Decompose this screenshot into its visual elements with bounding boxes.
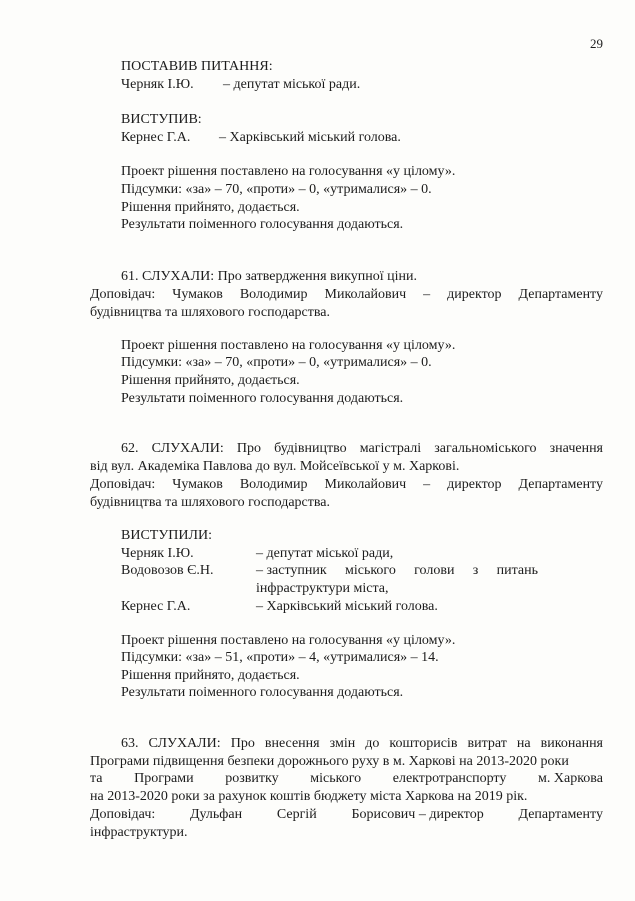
vote-line: Рішення прийнято, додається. bbox=[121, 200, 300, 215]
vote-line: Проект рішення поставлено на голосування «у цілому». bbox=[121, 633, 456, 648]
speaker-name: Водовозов Є.Н. bbox=[121, 563, 214, 578]
item-62-reporter: Доповідач: Чумаков Володимир Миколайович – директор Департаменту bbox=[90, 477, 603, 492]
vote-line: Підсумки: «за» – 70, «проти» – 0, «утрималися» – 0. bbox=[121, 355, 432, 370]
item-63-line-3: та Програми розвитку міського електротранспорту м. Харкова bbox=[90, 771, 603, 786]
item-63-line-4: на 2013-2020 роки за рахунок коштів бюджету міста Харкова на 2019 рік. bbox=[90, 789, 528, 804]
item-62-heard: 62. СЛУХАЛИ: Про будівництво магістралі загальноміського значення bbox=[121, 441, 603, 456]
item-63-heard: 63. СЛУХАЛИ: Про внесення змін до кошторисів витрат на виконання bbox=[121, 736, 603, 751]
item-63-reporter-cont: інфраструктури. bbox=[90, 825, 188, 840]
vote-line: Результати поіменного голосування додаються. bbox=[121, 685, 404, 700]
vote-line: Рішення прийнято, додається. bbox=[121, 668, 300, 683]
item-63-reporter: Доповідач: Дульфан Сергій Борисович – директор Департаменту bbox=[90, 807, 603, 822]
item-61-reporter-cont: будівництва та шляхового господарства. bbox=[90, 305, 331, 320]
spoke-role: – Харківський міський голова. bbox=[219, 130, 401, 145]
vote-line: Підсумки: «за» – 51, «проти» – 4, «утрималися» – 14. bbox=[121, 650, 439, 665]
vote-line: Підсумки: «за» – 70, «проти» – 0, «утрималися» – 0. bbox=[121, 182, 432, 197]
raised-question-header: ПОСТАВИВ ПИТАННЯ: bbox=[121, 59, 273, 74]
speaker-name: Черняк І.Ю. bbox=[121, 546, 194, 561]
item-61-reporter: Доповідач: Чумаков Володимир Миколайович – директор Департаменту bbox=[90, 287, 603, 302]
page-number: 29 bbox=[590, 36, 603, 51]
raised-role: – депутат міської ради. bbox=[223, 77, 361, 92]
spoke-header: ВИСТУПИВ: bbox=[121, 112, 202, 127]
vote-line: Результати поіменного голосування додаються. bbox=[121, 391, 404, 406]
spoke-header: ВИСТУПИЛИ: bbox=[121, 528, 212, 543]
spoke-name: Кернес Г.А. bbox=[121, 130, 191, 145]
speaker-name: Кернес Г.А. bbox=[121, 599, 191, 614]
vote-line: Рішення прийнято, додається. bbox=[121, 373, 300, 388]
item-62-reporter-cont: будівництва та шляхового господарства. bbox=[90, 495, 331, 510]
item-61-heard: 61. СЛУХАЛИ: Про затвердження викупної ціни. bbox=[121, 269, 417, 284]
speaker-role-cont: інфраструктури міста, bbox=[256, 581, 389, 596]
item-62-heard-cont: від вул. Академіка Павлова до вул. Мойсеївської у м. Харкові. bbox=[90, 459, 460, 474]
vote-line: Проект рішення поставлено на голосування «у цілому». bbox=[121, 164, 456, 179]
item-63-line-2: Програми підвищення безпеки дорожнього руху в м. Харкові на 2013-2020 роки bbox=[90, 754, 569, 769]
vote-line: Результати поіменного голосування додаються. bbox=[121, 217, 404, 232]
speaker-role: – Харківський міський голова. bbox=[256, 599, 438, 614]
speaker-role: – заступник міського голови з питань bbox=[256, 563, 538, 578]
raised-name: Черняк І.Ю. bbox=[121, 77, 194, 92]
speaker-role: – депутат міської ради, bbox=[256, 546, 394, 561]
vote-line: Проект рішення поставлено на голосування «у цілому». bbox=[121, 338, 456, 353]
